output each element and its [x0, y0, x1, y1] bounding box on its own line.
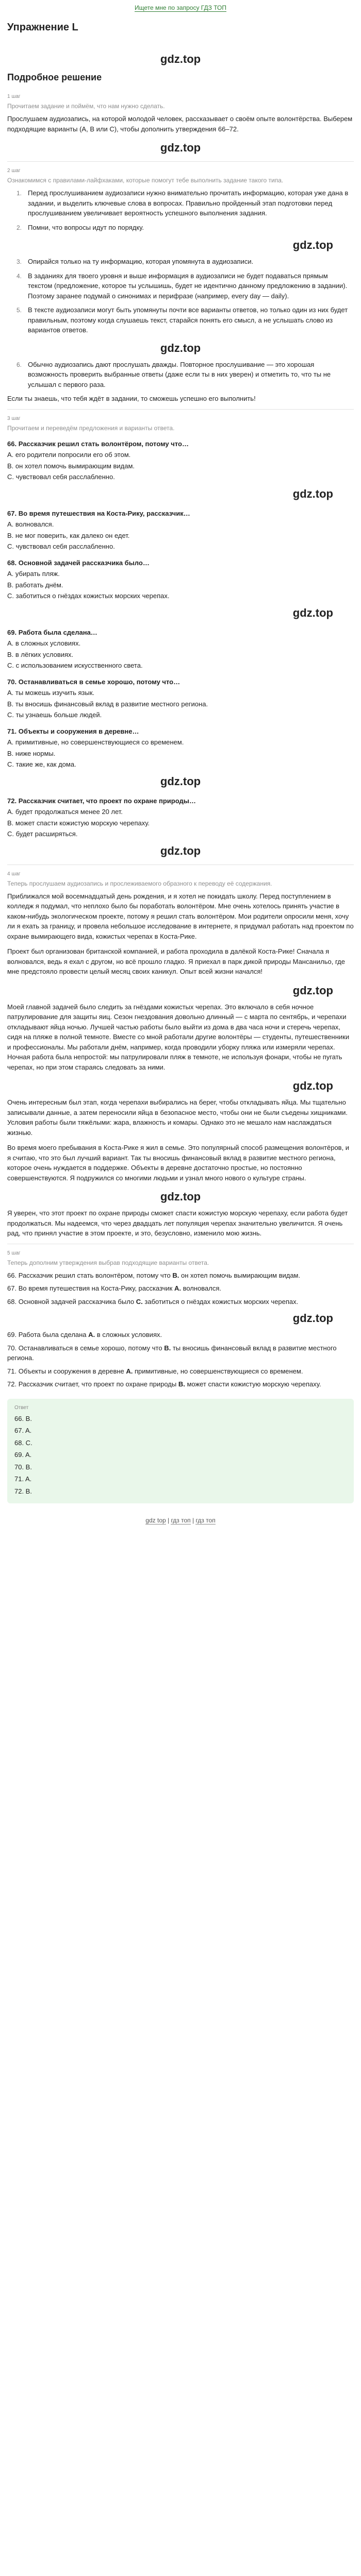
answer-sentence: 68. Основной задачей рассказчика было C. заботиться о гнёздах кожистых морских черепах. [7, 1297, 299, 1306]
watermark: gdz.top [292, 487, 333, 500]
step-3-label: 3 шаг [7, 415, 21, 421]
option: A. будет продолжаться менее 20 лет. [7, 808, 123, 816]
option: B. он хотел помочь вымирающим видам. [7, 462, 135, 470]
tip-text: Опирайся только на ту информацию, которая упомянута в аудиозаписи. [28, 258, 254, 265]
answer-sentence: 69. Работа была сделана A. в сложных условиях. [7, 1331, 162, 1338]
solution-title: Подробное решение [7, 72, 102, 82]
question-block [7, 439, 354, 482]
footer-link[interactable]: gdz top [145, 1517, 166, 1524]
tip-item: 5. В тексте аудиозаписи могут быть упомянуты почти все варианты ответов, но только один из них будет правильным, поэтому когда слушаешь текст, старайся понять его смысл, а не услышать слово из вариантов ответов. [7, 305, 354, 335]
top-search-link[interactable]: Ищете мне по запросу ГДЗ ТОП [135, 4, 226, 11]
top-link-bar [0, 0, 361, 14]
step-1-label: 1 шаг [7, 94, 21, 99]
answer-sentence: 70. Останавливаться в семье хорошо, потому что B. ты вносишь финансовый вклад в развитие местного региона. [7, 1344, 337, 1362]
tip-item: 1. Перед прослушиванием аудиозаписи нужно внимательно прочитать информацию, которая уже дана в задании, и выделить ключевые слова в вопросах. Правильно пройденный этап подготовки перед прослушиванием увеличивает вероятность успешного выполнения задания. [7, 188, 354, 218]
option: B. работать днём. [7, 581, 63, 589]
question-block [7, 509, 354, 552]
question: 67. Во время путешествия на Коста-Рику, рассказчик… [7, 509, 190, 517]
tip-text: В заданиях для твоего уровня и выше информация в аудиозаписи не будет подаваться прямым текстом (предложение, которое ты услышишь, будет не идентично данному предложению в задании). Поэтому заранее подумай о синонимах и перифразе (например, every day — daily). [28, 272, 348, 300]
content [0, 20, 361, 1525]
watermark: gdz.top [292, 1079, 333, 1092]
question: 71. Объекты и сооружения в деревне… [7, 727, 139, 735]
option: B. ниже нормы. [7, 749, 56, 757]
option: A. волновался. [7, 520, 54, 528]
footer-link[interactable]: гдз топ [171, 1517, 191, 1524]
answer-row: 69. A. [14, 1451, 32, 1459]
watermark: gdz.top [292, 239, 333, 251]
question-block [7, 726, 354, 770]
answer-row: 71. A. [14, 1475, 32, 1483]
page-title: Упражнение L [7, 22, 78, 33]
question-block [7, 628, 354, 671]
step-4-note: Теперь прослушаем аудиозапись и прослеживаемого образного к переводу её содержания. [7, 879, 272, 887]
answer-row: 68. C. [14, 1438, 32, 1447]
option: B. может спасти кожистую морскую черепаху. [7, 819, 150, 827]
option: A. ты можешь изучить язык. [7, 689, 95, 697]
step-5-label: 5 шаг [7, 1250, 21, 1256]
question: 69. Работа была сделана… [7, 628, 97, 636]
watermark: gdz.top [160, 141, 201, 154]
question: 72. Рассказчик считает, что проект по охране природы… [7, 796, 196, 805]
divider [7, 161, 354, 162]
option: B. в лёгких условиях. [7, 650, 74, 658]
answer-row: 66. B. [14, 1414, 32, 1422]
option: C. будет расширяться. [7, 830, 78, 838]
watermark: gdz.top [160, 341, 201, 354]
tip-item: 2. Помни, что вопросы идут по порядку. [7, 223, 354, 233]
watermark: gdz.top [160, 53, 201, 65]
transcript-paragraph: Во время моего пребывания в Коста-Рике я жил в семье. Это популярный способ размещения волонтёров, и я считаю, что это был лучший вариант. Так ты вносишь финансовый вклад в развитие местного региона, которое очень нуждается в поддержке. Объекты в деревне достаточно простые, но постоянно совершенствуются. Я подружился со многими людьми и узнал много нового о культуре страны. [7, 1144, 350, 1182]
option: B. не мог поверить, как далеко он едет. [7, 531, 130, 539]
answer-row: 70. B. [14, 1463, 32, 1471]
step-3-note: Прочитаем и переведём предложения и варианты ответа. [7, 424, 175, 432]
answer-sentence: 72. Рассказчик считает, что проект по охране природы B. может спасти кожистую морскую черепаху. [7, 1380, 321, 1388]
tip-text: Обычно аудиозапись дают прослушать дважды. Повторное прослушивание — это хорошая возможность проверить выбранные ответы (даже если ты в них уверен) и отметить то, что ты не услышал с первого раза. [28, 360, 331, 388]
watermark: gdz.top [292, 606, 333, 619]
option: C. чувствовал себя расслабленно. [7, 543, 115, 550]
watermark: gdz.top [160, 774, 201, 788]
watermark: gdz.top [292, 1312, 333, 1325]
watermark: gdz.top [160, 1190, 201, 1203]
transcript-paragraph: Моей главной задачей было следить за гнёздами кожистых черепах. Это включало в себя ночное патрулирование для защиты яиц. Сезон гнездования довольно длинный — с марта по сентябрь, и черепахи откладывают яйца ночью. Лучшей частью работы было выйти из дома в два часа ночи и стеречь черепах, сидя на пляже в полной темноте. Вместе со мной работали другие волонтёры — студенты, путешественники и профессионалы. Мы работали днём, например, когда проводили уборку пляжа или измеряли черепах. Ночная работа была непростой: мы патрулировали пляж в темноте, не используя фонари, чтобы не пугать черепах, но при этом стараясь следовать за ними. [7, 1003, 350, 1071]
step-5-note: Теперь дополним утверждения выбрав подходящие варианты ответа. [7, 1259, 209, 1266]
transcript-paragraph: Очень интересным был этап, когда черепахи выбирались на берег, чтобы откладывать яйца. Мы тщательно записывали данные, а затем переносили яйца в безопасное место, чтобы они не были съедены хищниками. Условия работы были тяжёлыми: жара, влажность и комары. Однако это не мешало нам наслаждаться жизнью. [7, 1098, 348, 1137]
question-block [7, 796, 354, 839]
question: 68. Основной задачей рассказчика было… [7, 558, 150, 567]
question: 66. Рассказчик решил стать волонтёром, потому что… [7, 439, 189, 448]
tip-item: 4. В заданиях для твоего уровня и выше информация в аудиозаписи не будет подаваться прямым текстом (предложение, которое ты услышишь, будет не идентично данному предложению в задании). Поэтому заранее подумай о синонимах и перифразе (например, every day — daily). [7, 271, 354, 301]
answer-row: 72. B. [14, 1487, 32, 1495]
step-2-closing: Если ты знаешь, что тебя ждёт в задании, то сможешь успешно его выполнить! [7, 395, 256, 402]
option: C. ты узнаешь больше людей. [7, 711, 102, 719]
option: C. чувствовал себя расслабленно. [7, 473, 115, 481]
question-block [7, 677, 354, 720]
tip-text: Перед прослушиванием аудиозаписи нужно внимательно прочитать информацию, которая уже дана в задании, и выделить ключевые слова в вопросах. Правильно пройденный этап подготовки перед прослушиванием увеличивает вероятность успешного выполнения задания. [28, 189, 349, 217]
option: C. с использованием искусственного света. [7, 662, 143, 669]
footer-links: gdz top | гдз топ | гдз топ [145, 1517, 216, 1524]
option: A. в сложных условиях. [7, 639, 81, 647]
transcript-paragraph: Проект был организован британской компанией, и работа проходила в далёкой Коста-Рике! Сначала я волновался, ведь я ехал с другом, но всё прошло гладко. Я приехал в парк дикой природы Мансанильо, где мне предстояло провести целый месяц своих каникул. Опыт всей жизни начался! [7, 947, 345, 975]
option: A. его родители попросили его об этом. [7, 451, 131, 459]
answer-sentence: 67. Во время путешествия на Коста-Рику, рассказчик A. волновался. [7, 1284, 222, 1292]
tip-text: Помни, что вопросы идут по порядку. [28, 223, 144, 231]
divider [7, 409, 354, 410]
watermark: gdz.top [292, 984, 333, 997]
option: C. такие же, как дома. [7, 760, 76, 768]
question: 70. Останавливаться в семье хорошо, потому что… [7, 677, 180, 686]
option: C. заботиться о гнёздах кожистых морских черепах. [7, 592, 170, 600]
step-2-note: Ознакомимся с правилами-лайфхаками, которые помогут тебе выполнить задание такого типа. [7, 177, 284, 184]
step-1-text: Прослушаем аудиозапись, на которой молодой человек, рассказывает о своём опыте волонтёрства. Выберем подходящие варианты (A, B или C), чтобы дополнить утверждения 66–72. [7, 115, 353, 133]
question-block [7, 558, 354, 601]
footer-link[interactable]: гдз топ [195, 1517, 216, 1524]
answers-head: Ответ [14, 1404, 29, 1411]
watermark: gdz.top [160, 844, 201, 857]
tip-item: 6. Обычно аудиозапись дают прослушать дважды. Повторное прослушивание — это хорошая возможность проверить выбранные ответы (даже если ты в них уверен) и отметить то, что ты не услышал с первого раза. [7, 360, 354, 390]
answer-sentence: 71. Объекты и сооружения в деревне A. примитивные, но совершенствующиеся со временем. [7, 1367, 303, 1375]
answer-row: 67. A. [14, 1427, 32, 1434]
transcript-paragraph: Я уверен, что этот проект по охране природы сможет спасти кожистую морскую черепаху, если работа будет продолжаться. Мы надеемся, что через двадцать лет популяция черепах значительно увеличится. Я очень рад, что принял участие в этом проекте, и это, безусловно, изменило мою жизнь. [7, 1209, 348, 1237]
answers-box [7, 1399, 354, 1504]
option: B. ты вносишь финансовый вклад в развитие местного региона. [7, 700, 208, 708]
step-1-note: Прочитаем задание и поймём, что нам нужно сделать. [7, 103, 165, 110]
tip-item: 3. Опирайся только на ту информацию, которая упомянута в аудиозаписи. [7, 257, 354, 267]
transcript-paragraph: Приближался мой восемнадцатый день рождения, и я хотел не покидать школу. Перед поступлением в колледж я подумал, что неплохо было бы поработать волонтёром. Мне очень хотелось принять участие в каком-нибудь экологическом проекте, потому я решил стать волонтёром. Мои родители опросили меня, хочу ли я ехать за границу, и провела небольшое исследование в интернете, я придумал работать над проектом по охране вымирающего вида, кожистых черепах в Коста-Рике. [7, 892, 354, 940]
step-2-label: 2 шаг [7, 168, 21, 174]
option: A. примитивные, но совершенствующиеся со временем. [7, 738, 184, 746]
option: A. убирать пляж. [7, 570, 60, 578]
tip-text: В тексте аудиозаписи могут быть упомянуты почти все варианты ответов, но только один из них будет правильным, поэтому когда слушаешь текст, старайся понять его смысл, а не услышать слово из вариантов ответов. [28, 306, 348, 334]
step-4-label: 4 шаг [7, 871, 21, 877]
answer-sentence: 66. Рассказчик решил стать волонтёром, потому что B. он хотел помочь вымирающим видам. [7, 1271, 301, 1279]
